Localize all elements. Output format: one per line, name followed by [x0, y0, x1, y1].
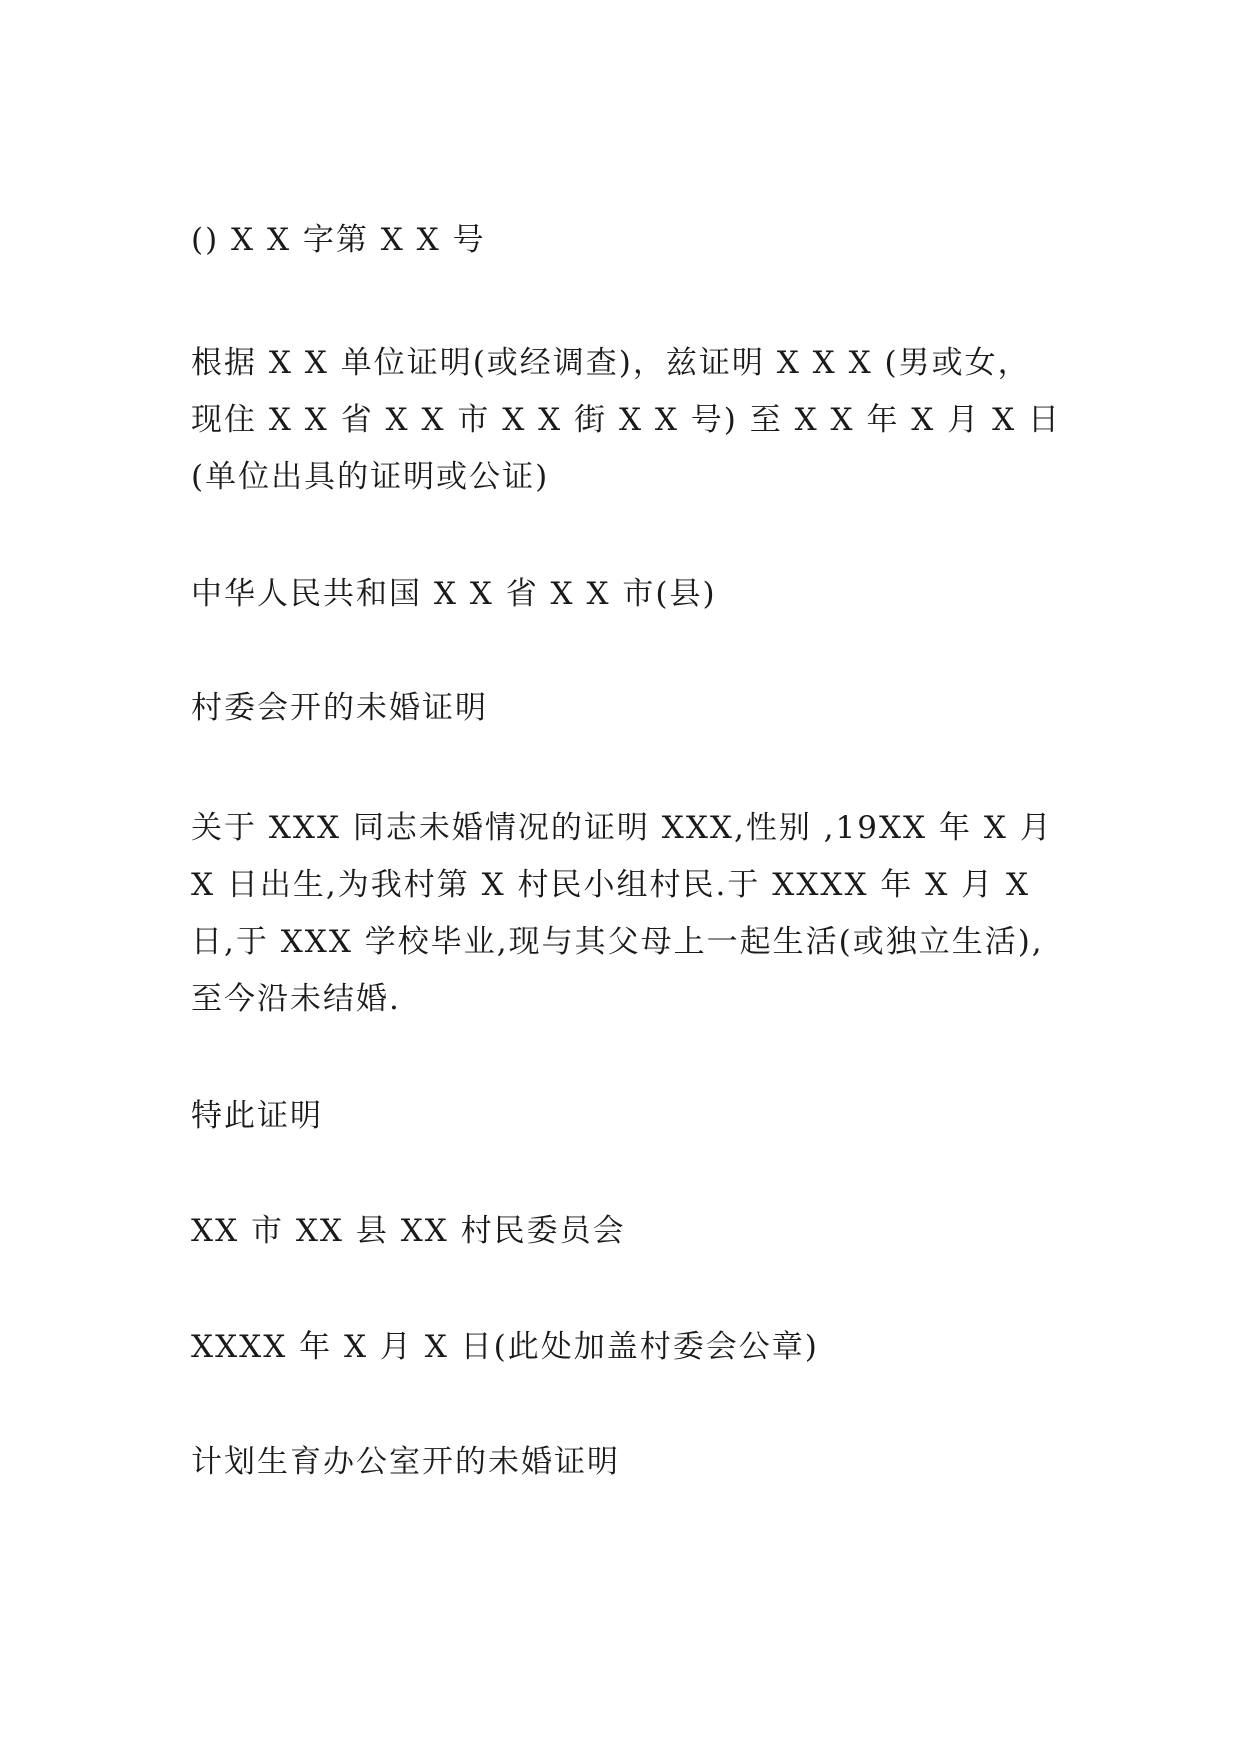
- section-heading-village-committee: 村委会开的未婚证明: [191, 690, 488, 726]
- unmarried-statement-paragraph: 关于 XXX 同志未婚情况的证明 XXX,性别 ,19XX 年 X 月 X 日出生,为我村第 X 村民小组村民.于 XXXX 年 X 月 X 日,于 XXX 学校毕业,现与其父母上一起生活(或独立生活),至今沿未结婚.: [191, 810, 1065, 1017]
- issuer-location-line: 中华人民共和国 X X 省 X X 市(县): [191, 576, 717, 612]
- hereby-certify-line: 特此证明: [191, 1098, 323, 1134]
- section-heading-family-planning-office: 计划生育办公室开的未婚证明: [191, 1444, 620, 1480]
- document-number-line: () X X 字第 X X 号: [191, 222, 486, 258]
- certification-paragraph: 根据 X X 单位证明(或经调查)，兹证明 X X X (男或女，现住 X X 省 X X 市 X X 街 X X 号) 至 X X 年 X 月 X 日 (单位出具的证明或公证): [191, 345, 1073, 495]
- date-seal-line: XXXX 年 X 月 X 日(此处加盖村委会公章): [191, 1329, 819, 1365]
- issuing-committee-line: XX 市 XX 县 XX 村民委员会: [191, 1213, 626, 1249]
